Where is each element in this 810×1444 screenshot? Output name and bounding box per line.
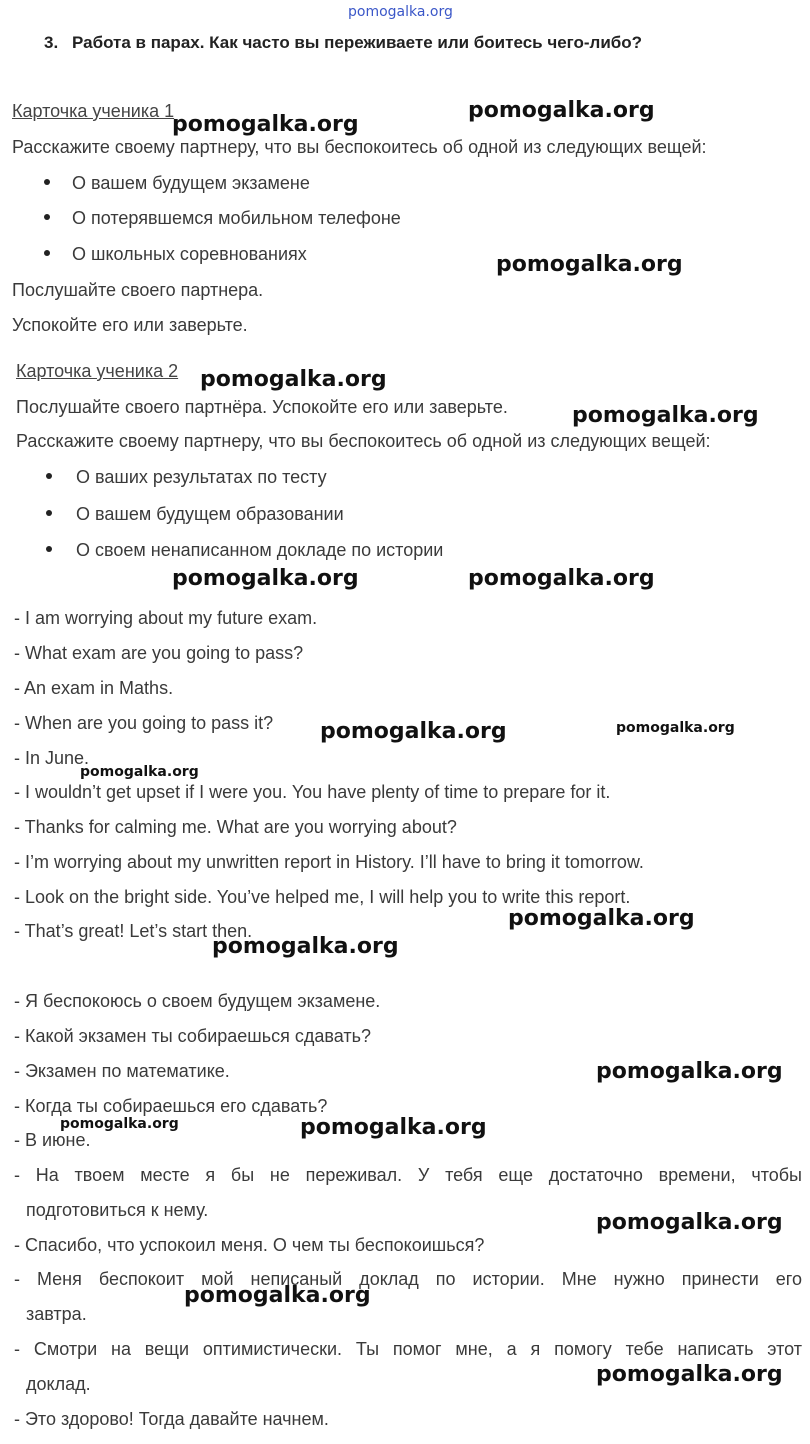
watermark: pomogalka.org bbox=[572, 403, 759, 428]
watermark: pomogalka.org bbox=[200, 367, 387, 392]
card1-prompt: Расскажите своему партнеру, что вы беспокоитесь об одной из следующих вещей: bbox=[12, 137, 707, 157]
dialogue-ru-line: - Меня беспокоит мой неписаный доклад по истории. Мне нужно принести его bbox=[14, 1269, 802, 1289]
watermark: pomogalka.org bbox=[616, 720, 735, 736]
watermark: pomogalka.org bbox=[496, 252, 683, 277]
card1-calm: Успокойте его или заверьте. bbox=[12, 315, 248, 335]
dialogue-en-line: - Thanks for calming me. What are you worrying about? bbox=[14, 817, 457, 837]
dialogue-en-line: - An exam in Maths. bbox=[14, 678, 174, 698]
card2-title: Карточка ученика 2 bbox=[16, 361, 179, 381]
bullet-icon bbox=[46, 473, 52, 479]
dialogue-en-line: - When are you going to pass it? bbox=[14, 713, 274, 733]
watermark: pomogalka.org bbox=[300, 1115, 487, 1140]
dialogue-en-line: - I’m worrying about my unwritten report in History. I’ll have to bring it tomorrow. bbox=[14, 852, 644, 872]
dialogue-en-line: - That’s great! Let’s start then. bbox=[14, 921, 253, 941]
dialogue-ru-line: подготовиться к нему. bbox=[26, 1200, 209, 1220]
bullet-icon bbox=[44, 214, 50, 220]
dialogue-en-line: - In June. bbox=[14, 748, 90, 768]
card2-item: О вашем будущем образовании bbox=[76, 504, 344, 524]
dialogue-ru-line: - Какой экзамен ты собираешься сдавать? bbox=[14, 1026, 371, 1046]
watermark: pomogalka.org bbox=[184, 1283, 371, 1308]
bullet-icon bbox=[44, 250, 50, 256]
card1-item: О вашем будущем экзамене bbox=[72, 173, 310, 193]
watermark: pomogalka.org bbox=[508, 906, 695, 931]
card1-listen: Послушайте своего партнера. bbox=[12, 280, 264, 300]
dialogue-ru-line: - Когда ты собираешься его сдавать? bbox=[14, 1096, 328, 1116]
card1-item: О потерявшемся мобильном телефоне bbox=[72, 208, 401, 228]
bullet-icon bbox=[46, 510, 52, 516]
dialogue-ru-line: - Спасибо, что успокоил меня. О чем ты беспокоишься? bbox=[14, 1235, 485, 1255]
dialogue-ru-line: доклад. bbox=[26, 1374, 91, 1394]
watermark: pomogalka.org bbox=[320, 719, 507, 744]
dialogue-ru-line: - В июне. bbox=[14, 1130, 91, 1150]
dialogue-en-line: - I am worrying about my future exam. bbox=[14, 608, 318, 628]
watermark: pomogalka.org bbox=[596, 1362, 783, 1387]
task-title: Работа в парах. Как часто вы переживаете или боитесь чего-либо? bbox=[72, 33, 643, 52]
card1-title: Карточка ученика 1 bbox=[12, 101, 175, 121]
task-number: 3. bbox=[44, 33, 59, 52]
dialogue-en-line: - What exam are you going to pass? bbox=[14, 643, 304, 663]
watermark: pomogalka.org bbox=[80, 764, 199, 780]
card1-item: О школьных соревнованиях bbox=[72, 244, 307, 264]
watermark: pomogalka.org bbox=[172, 566, 359, 591]
dialogue-ru-line: - Смотри на вещи оптимистически. Ты помог мне, а я помогу тебе написать этот bbox=[14, 1339, 802, 1359]
watermark: pomogalka.org bbox=[596, 1059, 783, 1084]
dialogue-ru-line: - Экзамен по математике. bbox=[14, 1061, 230, 1081]
bullet-icon bbox=[44, 179, 50, 185]
watermark: pomogalka.org bbox=[468, 566, 655, 591]
dialogue-en-line: - I wouldn’t get upset if I were you. You have plenty of time to prepare for it. bbox=[14, 782, 611, 802]
card2-item: О ваших результатах по тесту bbox=[76, 467, 327, 487]
watermark-top: pomogalka.org bbox=[348, 4, 453, 20]
dialogue-ru-line: - Я беспокоюсь о своем будущем экзамене. bbox=[14, 991, 381, 1011]
watermark: pomogalka.org bbox=[596, 1210, 783, 1235]
dialogue-ru-line: - На твоем месте я бы не переживал. У тебя еще достаточно времени, чтобы bbox=[14, 1165, 802, 1185]
watermark: pomogalka.org bbox=[172, 112, 359, 137]
watermark: pomogalka.org bbox=[212, 934, 399, 959]
dialogue-ru-line: - Это здорово! Тогда давайте начнем. bbox=[14, 1409, 329, 1429]
card2-prompt: Расскажите своему партнеру, что вы беспокоитесь об одной из следующих вещей: bbox=[16, 431, 711, 451]
bullet-icon bbox=[46, 546, 52, 552]
card2-item: О своем ненаписанном докладе по истории bbox=[76, 540, 444, 560]
watermark: pomogalka.org bbox=[468, 98, 655, 123]
dialogue-ru-line: завтра. bbox=[26, 1304, 87, 1324]
watermark: pomogalka.org bbox=[60, 1116, 179, 1132]
card2-listen: Послушайте своего партнёра. Успокойте его или заверьте. bbox=[16, 397, 508, 417]
dialogue-en-line: - Look on the bright side. You’ve helped me, I will help you to write this report. bbox=[14, 887, 631, 907]
